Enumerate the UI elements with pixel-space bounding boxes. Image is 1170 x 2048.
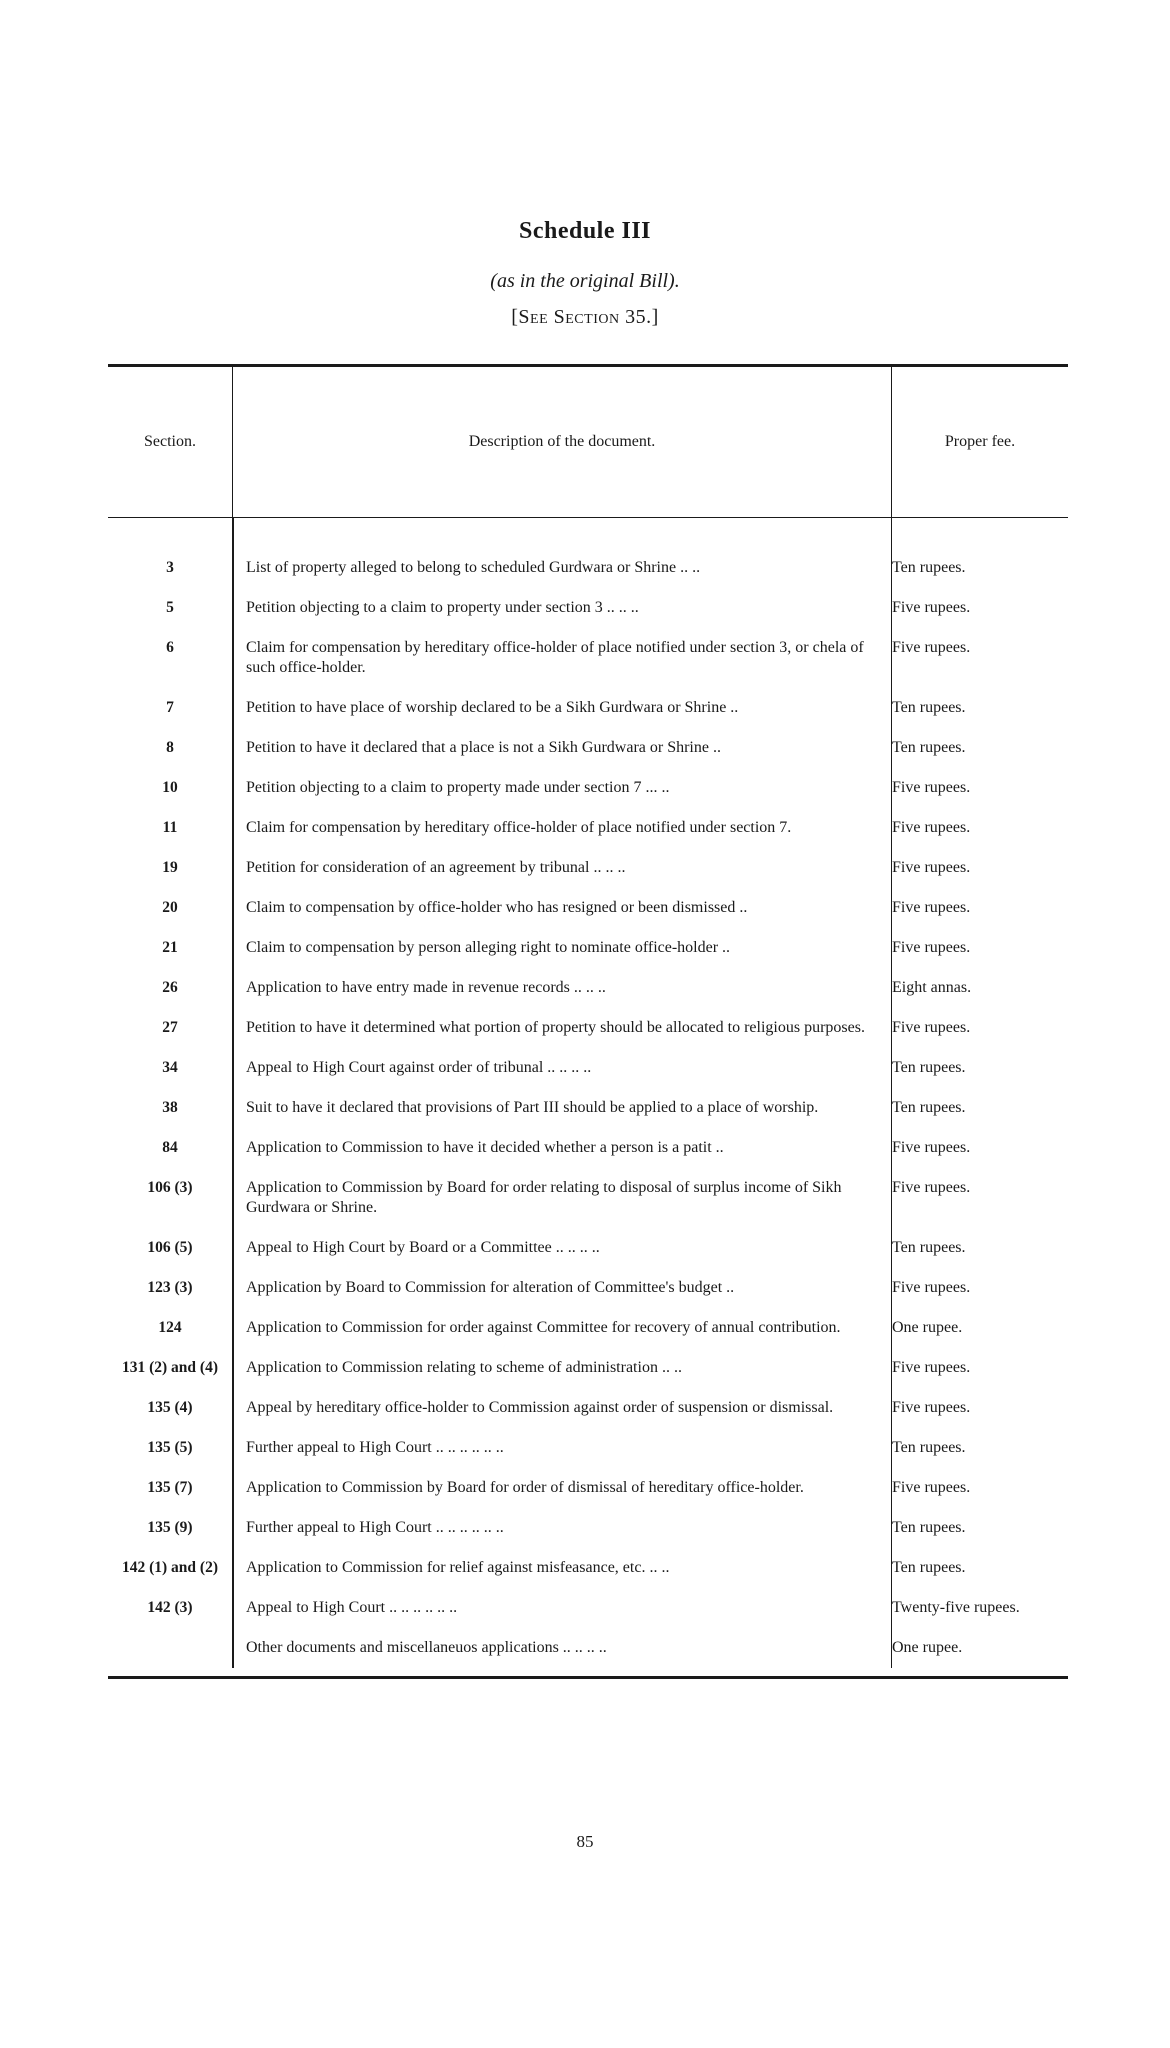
row-description: Application to Commission by Board for order of dismissal of hereditary office-holder.	[246, 1479, 804, 1496]
row-section: 142 (1) and (2)	[121, 1559, 218, 1576]
row-fee: Five rupees.	[892, 1139, 971, 1156]
row-description: Claim for compensation by hereditary office-holder of place notified under section 7.	[246, 819, 792, 836]
row-fee: One rupee.	[892, 1319, 963, 1336]
row-section: 11	[162, 819, 178, 836]
row-fee: Five rupees.	[892, 1399, 971, 1416]
row-description: Application to Commission relating to scheme of administration .. ..	[246, 1359, 682, 1376]
row-description: Claim for compensation by hereditary office-holder of place notified under section 3, or chela of such office-holder.	[246, 639, 864, 676]
row-description: Claim to compensation by person alleging right to nominate office-holder ..	[246, 939, 731, 956]
row-section: 10	[162, 779, 178, 796]
row-fee: Ten rupees.	[892, 739, 966, 756]
table-row	[108, 1238, 1068, 1258]
row-section: 38	[162, 1099, 178, 1116]
table-row	[108, 638, 1068, 678]
row-section: 6	[166, 639, 174, 656]
row-fee: Five rupees.	[892, 1179, 971, 1196]
table-row	[108, 938, 1068, 958]
row-fee: Five rupees.	[892, 779, 971, 796]
row-section: 124	[158, 1319, 182, 1336]
row-description: Petition to have it declared that a place is not a Sikh Gurdwara or Shrine ..	[246, 739, 721, 756]
table-row	[108, 818, 1068, 838]
row-section: 20	[162, 899, 178, 916]
row-fee: Five rupees.	[892, 1359, 971, 1376]
row-fee: Five rupees.	[892, 859, 971, 876]
row-fee: Five rupees.	[892, 1479, 971, 1496]
row-description: Claim to compensation by office-holder who has resigned or been dismissed ..	[246, 899, 748, 916]
table-row	[108, 738, 1068, 758]
row-fee: Ten rupees.	[892, 1519, 966, 1536]
header-description: Description of the document.	[232, 367, 891, 517]
table-row	[108, 1318, 1068, 1338]
row-section	[108, 1638, 232, 1658]
table-row	[108, 978, 1068, 998]
row-description: Further appeal to High Court .. .. .. .. .. ..	[246, 1519, 504, 1536]
row-fee: Ten rupees.	[892, 1239, 966, 1256]
row-section: 26	[162, 979, 178, 996]
row-section: 131 (2) and (4)	[121, 1359, 218, 1376]
row-description: Petition for consideration of an agreement by tribunal .. .. ..	[246, 859, 626, 876]
row-section: 27	[162, 1019, 178, 1036]
table-row	[108, 1518, 1068, 1538]
row-fee: Ten rupees.	[892, 1559, 966, 1576]
row-section: 5	[166, 599, 174, 616]
table-row	[108, 898, 1068, 918]
table-row	[108, 1398, 1068, 1418]
row-section: 135 (9)	[147, 1519, 193, 1536]
column-divider	[232, 518, 234, 1668]
table-row	[108, 1058, 1068, 1078]
row-fee: Five rupees.	[892, 599, 971, 616]
table-row	[108, 598, 1068, 618]
schedule-subtitle: (as in the original Bill).	[490, 270, 680, 292]
schedule-title: Schedule III	[518, 218, 652, 244]
row-fee: Five rupees.	[892, 1019, 971, 1036]
row-fee: Five rupees.	[892, 939, 971, 956]
row-section: 135 (7)	[147, 1479, 193, 1496]
row-fee: Five rupees.	[892, 819, 971, 836]
table-row	[108, 778, 1068, 798]
row-description: Appeal to High Court .. .. .. .. .. ..	[246, 1599, 458, 1616]
row-description: Appeal to High Court by Board or a Committee .. .. .. ..	[246, 1239, 600, 1256]
row-description: Application to Commission for order against Committee for recovery of annual contribution.	[246, 1319, 841, 1336]
row-section: 84	[162, 1139, 178, 1156]
table-row	[108, 1278, 1068, 1298]
row-description: Further appeal to High Court .. .. .. .. .. ..	[246, 1439, 504, 1456]
section-reference: [See Section 35.]	[511, 306, 659, 328]
table-row	[108, 1358, 1068, 1378]
row-fee: Ten rupees.	[892, 699, 966, 716]
row-section: 21	[162, 939, 178, 956]
table-row	[108, 1638, 1068, 1658]
table-row	[108, 698, 1068, 718]
row-section: 123 (3)	[147, 1279, 193, 1296]
row-fee: One rupee.	[892, 1639, 963, 1656]
row-section: 7	[166, 699, 174, 716]
row-fee: Twenty-five rupees.	[892, 1599, 1020, 1616]
row-description: Petition objecting to a claim to property made under section 7 ... ..	[246, 779, 670, 796]
header-section: Section.	[144, 433, 196, 450]
table-row	[108, 1558, 1068, 1578]
row-description: Petition objecting to a claim to property under section 3 .. .. ..	[246, 599, 639, 616]
row-section: 34	[162, 1059, 178, 1076]
table-body	[108, 518, 1068, 1668]
table-row	[108, 1098, 1068, 1118]
row-fee: Ten rupees.	[892, 1439, 966, 1456]
row-description: Appeal to High Court against order of tribunal .. .. .. ..	[246, 1059, 592, 1076]
row-description: List of property alleged to belong to scheduled Gurdwara or Shrine .. ..	[246, 559, 701, 576]
table-row	[108, 1598, 1068, 1618]
row-section: 106 (3)	[147, 1179, 193, 1196]
column-divider	[891, 518, 893, 1668]
table-row	[108, 1138, 1068, 1158]
row-section: 3	[166, 559, 174, 576]
table-row	[108, 858, 1068, 878]
row-section: 142 (3)	[147, 1599, 193, 1616]
row-section: 135 (4)	[147, 1399, 193, 1416]
row-section: 106 (5)	[147, 1239, 193, 1256]
table-header-row	[108, 367, 1068, 517]
row-section: 8	[166, 739, 174, 756]
row-section: 19	[162, 859, 178, 876]
row-fee: Ten rupees.	[892, 1059, 966, 1076]
row-description: Other documents and miscellaneuos applications .. .. .. ..	[246, 1639, 607, 1656]
table-row	[108, 558, 1068, 578]
row-description: Petition to have place of worship declared to be a Sikh Gurdwara or Shrine ..	[246, 699, 739, 716]
table-rows	[108, 558, 1068, 1658]
row-description: Application by Board to Commission for alteration of Committee's budget ..	[246, 1279, 735, 1296]
page-number: 85	[576, 1832, 594, 1851]
fee-schedule-table	[108, 364, 1068, 1679]
row-fee: Five rupees.	[892, 1279, 971, 1296]
table-bottom-rule	[108, 1676, 1068, 1679]
row-description: Appeal by hereditary office-holder to Commission against order of suspension or dismissal.	[246, 1399, 834, 1416]
header-fee: Proper fee.	[891, 367, 1068, 517]
table-row	[108, 1478, 1068, 1498]
row-fee: Ten rupees.	[892, 559, 966, 576]
row-description: Application to have entry made in revenue records .. .. ..	[246, 979, 606, 996]
row-description: Suit to have it declared that provisions of Part III should be applied to a place of worship.	[246, 1099, 819, 1116]
row-fee: Ten rupees.	[892, 1099, 966, 1116]
row-fee: Five rupees.	[892, 639, 971, 656]
row-fee: Five rupees.	[892, 899, 971, 916]
table-row	[108, 1178, 1068, 1218]
row-description: Application to Commission by Board for order relating to disposal of surplus income of Sikh Gurdwara or Shrine.	[246, 1179, 842, 1216]
row-fee: Eight annas.	[892, 979, 972, 996]
table-row	[108, 1018, 1068, 1038]
table-row	[108, 1438, 1068, 1458]
row-description: Petition to have it determined what portion of property should be allocated to religious purposes.	[246, 1019, 865, 1036]
row-section: 135 (5)	[147, 1439, 193, 1456]
row-description: Application to Commission to have it decided whether a person is a patit ..	[246, 1139, 724, 1156]
row-description: Application to Commission for relief against misfeasance, etc. .. ..	[246, 1559, 670, 1576]
